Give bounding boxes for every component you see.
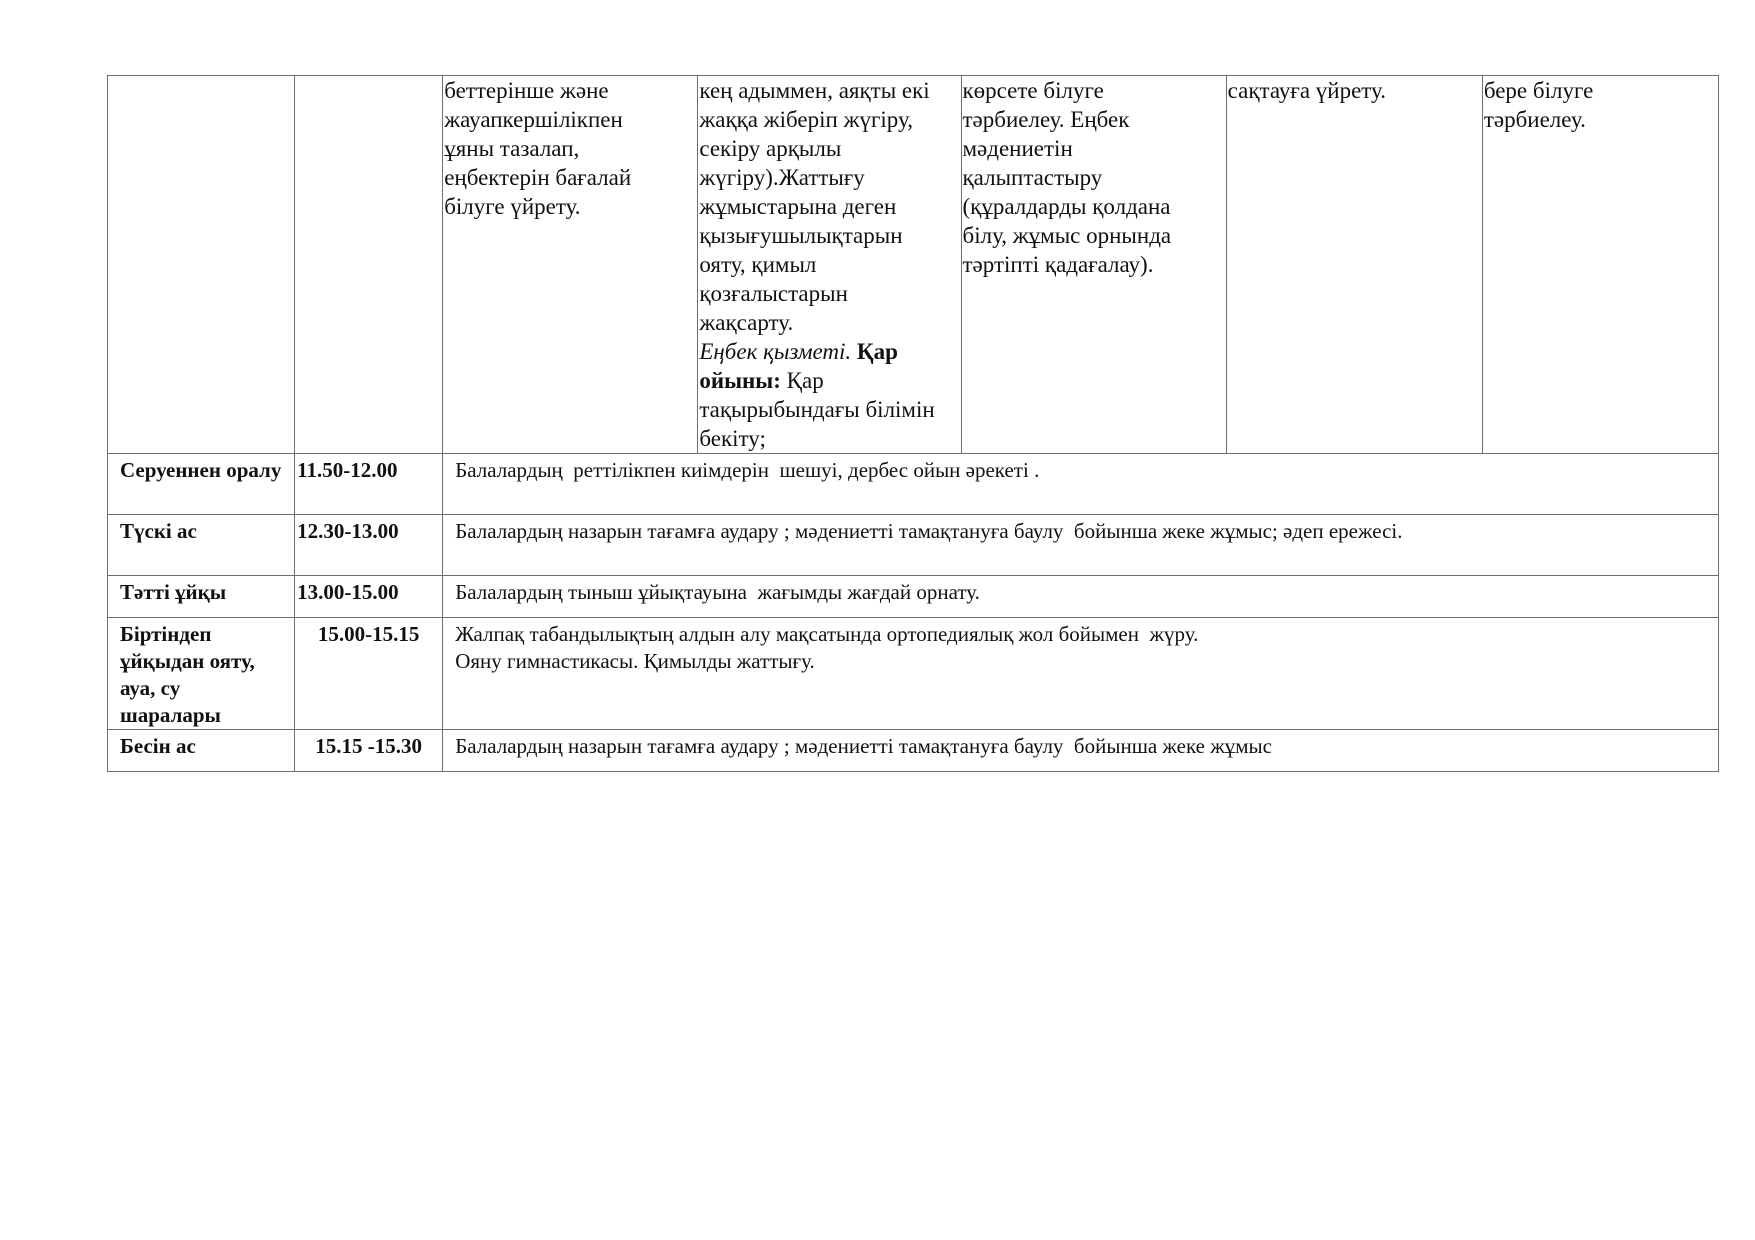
- description-line: Жалпақ табандылықтың алдын алу мақсатында ортопедиялық жол бойымен жүру.: [455, 622, 1199, 646]
- game-name-label: Қар: [856, 339, 898, 364]
- schedule-row: [108, 515, 1719, 576]
- text-fragment: Қар: [780, 368, 824, 393]
- text-line: жауапкершілікпен: [444, 107, 623, 132]
- text-line: [698, 337, 960, 366]
- text-line: тәртіпті қадағалау).: [962, 252, 1154, 277]
- text-line: мәдениетін: [962, 136, 1073, 161]
- text-line: ұяны тазалап,: [444, 136, 580, 161]
- text-line: секіру арқылы: [699, 136, 842, 161]
- activity-label: Бесін ас: [108, 730, 295, 772]
- description-line: Балалардың назарын тағамға аудару ; мәдениетті тамақтануға баулу бойынша жеке жұмыс: [455, 734, 1272, 758]
- time-range: 11.50-12.00: [295, 454, 443, 515]
- activity-description: [443, 576, 1719, 618]
- continued-activity-row: [108, 76, 1719, 454]
- empty-time-cell: [295, 76, 443, 454]
- schedule-row: [108, 576, 1719, 618]
- day-col-6-cell: [1226, 76, 1482, 454]
- empty-label-cell: [108, 76, 295, 454]
- time-range: 15.15 -15.30: [295, 730, 443, 772]
- text-line: жақсарту.: [699, 310, 794, 335]
- text-line: тақырыбындағы білімін: [699, 397, 935, 422]
- activity-label: Түскі ас: [108, 515, 295, 576]
- activity-label: Тәтті ұйқы: [108, 576, 295, 618]
- schedule-row: [108, 454, 1719, 515]
- text-line: қалыптастыру: [962, 165, 1103, 190]
- text-line: еңбектерін бағалай: [444, 165, 632, 190]
- daily-schedule-table: [107, 75, 1719, 772]
- text-line: кең адыммен, аяқты екі: [699, 78, 930, 103]
- day-col-4-cell: [698, 76, 961, 454]
- game-name-label: ойыны:: [699, 368, 781, 393]
- activity-label: Біртіндеп ұйқыдан ояту, ауа, су шаралары: [108, 618, 295, 730]
- text-line: жаққа жіберіп жүгіру,: [699, 107, 913, 132]
- text-line: тәрбиелеу.: [1483, 107, 1586, 132]
- activity-description: [443, 454, 1719, 515]
- text-line: қызығушылықтарын: [699, 223, 903, 248]
- text-line: білуге үйрету.: [444, 194, 581, 219]
- text-line: [698, 366, 960, 395]
- time-range: 12.30-13.00: [295, 515, 443, 576]
- activity-type-label: Еңбек қызметі.: [699, 339, 852, 364]
- text-line: жүгіру).Жаттығу: [699, 165, 865, 190]
- activity-description: [443, 618, 1719, 730]
- text-line: білу, жұмыс орнында: [962, 223, 1172, 248]
- text-line: көрсете білуге: [962, 78, 1104, 103]
- schedule-row: [108, 730, 1719, 772]
- description-line: Балалардың тыныш ұйықтауына жағымды жағдай орнату.: [455, 580, 980, 604]
- text-line: (құралдарды қолдана: [962, 194, 1171, 219]
- text-line: беттерінше және: [444, 78, 609, 103]
- day-col-3-cell: [443, 76, 698, 454]
- activity-description: [443, 515, 1719, 576]
- activity-description: [443, 730, 1719, 772]
- text-line: сақтауға үйрету.: [1227, 78, 1387, 103]
- day-col-5-cell: [961, 76, 1226, 454]
- time-range: 15.00-15.15: [295, 618, 443, 730]
- time-range: 13.00-15.00: [295, 576, 443, 618]
- text-line: жұмыстарына деген: [699, 194, 897, 219]
- text-line: бере білуге: [1483, 78, 1594, 103]
- description-line: Балалардың реттілікпен киімдерін шешуі, дербес ойын әрекеті .: [455, 458, 1040, 482]
- text-line: ояту, қимыл: [699, 252, 817, 277]
- text-line: тәрбиелеу. Еңбек: [962, 107, 1130, 132]
- text-line: бекіту;: [699, 426, 766, 451]
- text-line: қозғалыстарын: [699, 281, 848, 306]
- schedule-row: [108, 618, 1719, 730]
- activity-label: Серуеннен оралу: [108, 454, 295, 515]
- day-col-7-cell: [1482, 76, 1718, 454]
- description-line: Ояну гимнастикасы. Қимылды жаттығу.: [455, 649, 815, 673]
- description-line: Балалардың назарын тағамға аудару ; мәдениетті тамақтануға баулу бойынша жеке жұмыс; әдеп ережесі.: [455, 519, 1403, 543]
